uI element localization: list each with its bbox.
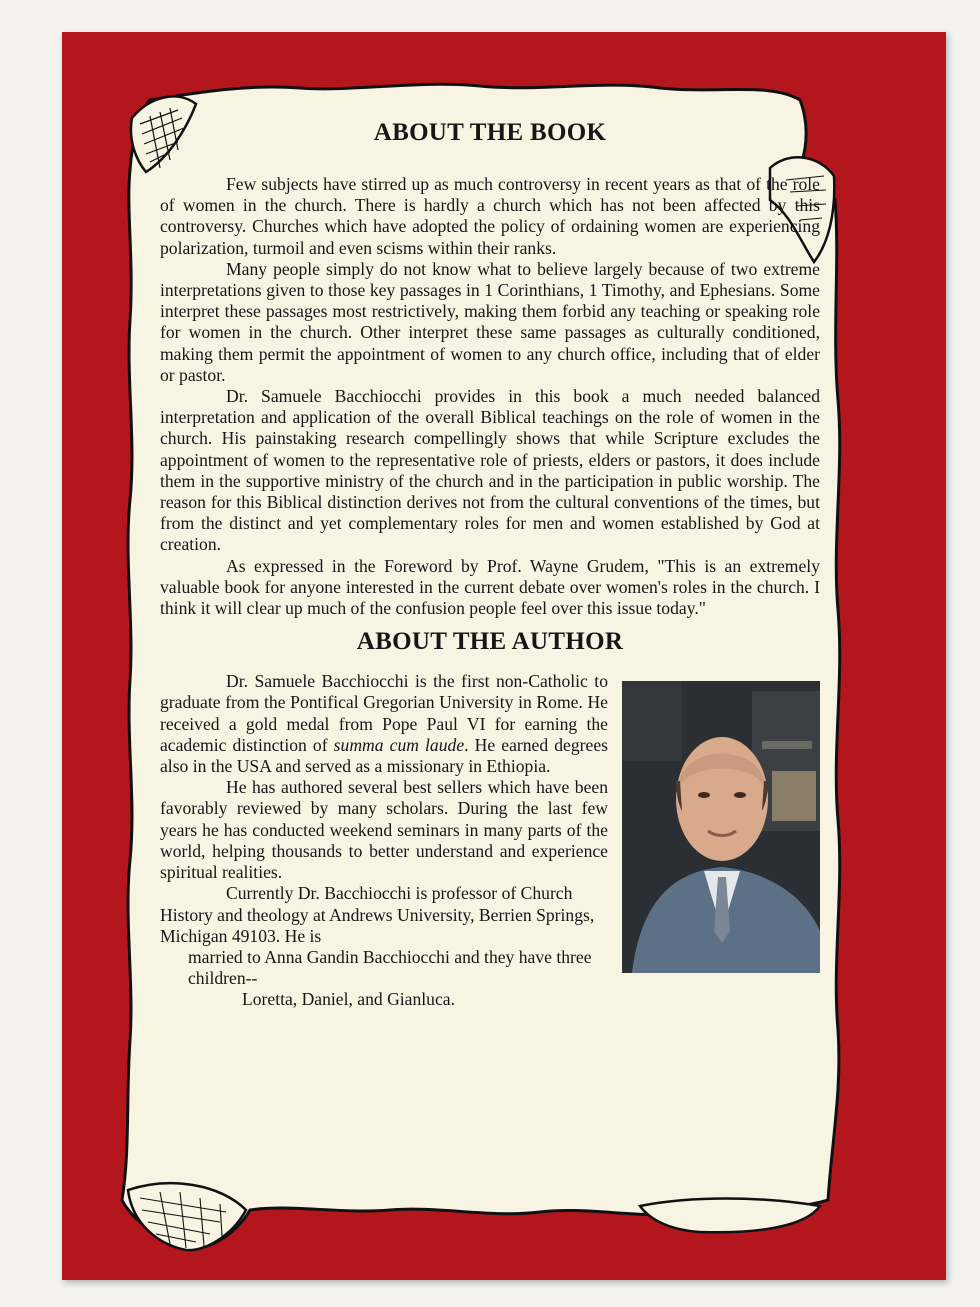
author-paragraph-2: He has authored several best sellers which have been favorably reviewed by many scholars. During the last few years he has conducted weekend seminars in many parts of the world, helping thousands to better understand and experience spiritual realities. <box>160 777 608 883</box>
author-paragraph-3-line-1: Currently Dr. Bacchiocchi is professor of Church History and theology at Andrews University, Berrien Springs, Michigan 49103. He is <box>160 883 595 946</box>
author-photo <box>622 681 820 973</box>
author-paragraph-1: Dr. Samuele Bacchiocchi is the first non-Catholic to graduate from the Pontifical Gregorian University in Rome. He received a gold medal from Pope Paul VI for earning the academic distinction of summa cum laude. He earned degrees also in the USA and served as a missionary in Ethiopia. <box>160 671 608 777</box>
author-paragraph-3-line-2: married to Anna Gandin Bacchiocchi and they have three children-- <box>188 946 592 989</box>
author-section <box>160 671 820 1010</box>
book-paragraph-3: Dr. Samuele Bacchiocchi provides in this book a much needed balanced interpretation and application of the overall Biblical teachings on the role of women in the church. His painstaking research compellingly shows that while Scripture excludes the appointment of women to the representative role of priests, elders or pastors, it does include them in the supportive ministry of the church and in the participation in public worship. The reason for this Biblical distinction derives not from the cultural conventions of the times, but from the distinct and yet complementary roles for men and women established by God at creation. <box>160 386 820 555</box>
book-paragraph-1: Few subjects have stirred up as much controversy in recent years as that of the role of women in the church. There is hardly a church which has not been affected by this controversy. Churches which have adopted the policy of ordaining women are experiencing polarization, turmoil and even scisms within their ranks. <box>160 174 820 258</box>
about-book-heading: ABOUT THE BOOK <box>373 119 607 146</box>
author-paragraph-3-line-3: Loretta, Daniel, and Gianluca. <box>242 989 455 1010</box>
book-paragraph-4: As expressed in the Foreword by Prof. Wayne Grudem, "This is an extremely valuable book for anyone interested in the current debate over women's roles in the church. I think it will clear up much of the confusion people feel over this issue today." <box>160 555 820 619</box>
about-author-heading: ABOUT THE AUTHOR <box>356 628 624 656</box>
book-paragraph-2: Many people simply do not know what to believe largely because of two extreme interpretations given to those key passages in 1 Corinthians, 1 Timothy, and Ephesians. Some interpret these passages most restrictively, making them forbid any teaching or speaking role for women in the church. Other interpret these same passages as culturally conditioned, making them permit the appointment of women to any church office, including that of elder or pastor. <box>160 258 820 385</box>
cover-text <box>160 118 820 1011</box>
latin-phrase: summa cum laude <box>333 734 465 755</box>
